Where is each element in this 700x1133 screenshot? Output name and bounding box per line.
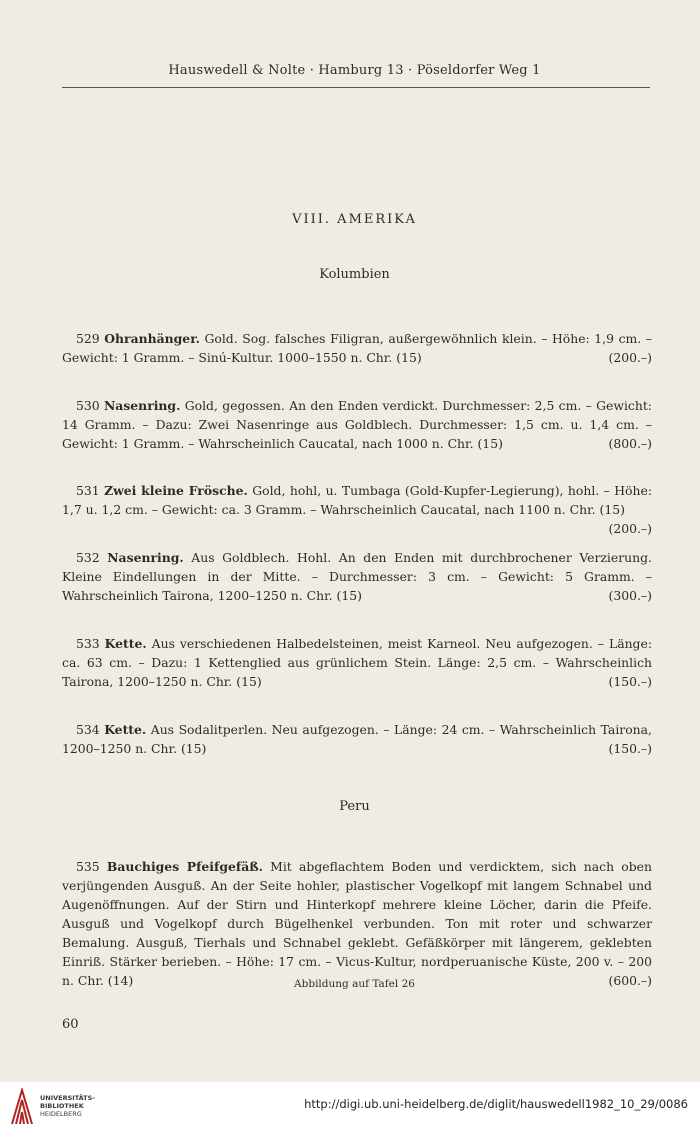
lot-estimate: (150.–) [608, 741, 652, 756]
lot-title: Ohranhänger. [104, 331, 200, 346]
lot-description: Aus Goldblech. Hohl. An den Enden mit durchbrochener Verzierung. Kleine Eindellungen in der Mitte. – Durchmesser: 3 cm. – Gewicht: 5 Gramm. – Wahrscheinlich Tairona, 1200–1250 n. Chr. (15) [62, 550, 652, 603]
header-rule [62, 87, 650, 88]
lot-title: Kette. [104, 722, 147, 737]
lot-description: Gold. Sog. falsches Filigran, außergewöhnlich klein. – Höhe: 1,9 cm. – Gewicht: 1 Gramm. – Sinú-Kultur. 1000–1550 n. Chr. (15) [62, 331, 652, 365]
catalog-entry-532 [62, 548, 652, 605]
lot-number: 532 [76, 550, 100, 565]
lot-number: 535 [76, 859, 100, 874]
lot-description: Aus verschiedenen Halbedelsteinen, meist Karneol. Neu aufgezogen. – Länge: ca. 63 cm. – Dazu: 1 Kettenglied aus grünlichem Stein. Länge: 2,5 cm. – Wahrscheinlich Tairona, 1200–1250 n. Chr. (15) [62, 636, 652, 689]
source-url-link[interactable]: http://digi.ub.uni-heidelberg.de/diglit/hauswedell1982_10_29/0086 [304, 1097, 688, 1111]
lot-estimate: (600.–) [608, 973, 652, 988]
lot-number: 530 [76, 398, 100, 413]
lot-estimate: (300.–) [608, 588, 652, 603]
lot-title: Zwei kleine Frösche. [104, 483, 248, 498]
lot-estimate: (150.–) [608, 674, 652, 689]
catalog-entry-533 [62, 634, 652, 691]
lot-estimate: (200.–) [608, 521, 652, 536]
region-heading-peru: Peru [339, 799, 370, 814]
lot-estimate: (800.–) [608, 436, 652, 451]
lot-title: Bauchiges Pfeifgefäß. [106, 859, 263, 874]
lot-description: Aus Sodalitperlen. Neu aufgezogen. – Länge: 24 cm. – Wahrscheinlich Tairona, 1200–1250 n. Chr. (15) [62, 722, 652, 756]
lot-description: Mit abgeflachtem Boden und verdicktem, sich nach oben verjüngenden Ausguß. An der Seite hohler, plastischer Vogelkopf mit langem Schnabel und Augenöffnungen. Auf der Stirn und Hinterkopf mehrere kleine Löcher, darin die Pfeife. Ausguß und Vogelkopf durch Bügelhenkel verbunden. Ton mit roter und schwarzer Bemalung. Ausguß, Tierhals und Schnabel geklebt. Gefäßkörper mit längerem, geklebten Einriß. Stärker berieben. – Höhe: 17 cm. – Vicus-Kultur, nordperuanische Küste, 200 v. – 200 n. Chr. (14) [62, 859, 652, 988]
lot-description: Gold, gegossen. An den Enden verdickt. Durchmesser: 2,5 cm. – Gewicht: 14 Gramm. – Dazu: Zwei Nasenringe aus Goldblech. Durchmesser: 1,5 cm. u. 1,4 cm. – Gewicht: 1 Gramm. – Wahrscheinlich Caucatal, nach 1000 n. Chr. (15) [62, 398, 652, 451]
library-name: UNIVERSITÄTS- BIBLIOTHEK HEIDELBERG [40, 1094, 95, 1118]
lot-title: Kette. [104, 636, 147, 651]
catalog-entry-531 [62, 481, 652, 538]
catalog-entry-535 [62, 857, 652, 990]
lot-estimate: (200.–) [608, 350, 652, 365]
lot-title: Nasenring. [103, 398, 181, 413]
lot-title: Nasenring. [107, 550, 184, 565]
digitization-footer [0, 1082, 700, 1133]
catalog-entry-529 [62, 329, 652, 367]
lot-number: 531 [76, 483, 100, 498]
catalog-entry-534 [62, 720, 652, 758]
illustration-reference: Abbildung auf Tafel 26 [294, 978, 415, 990]
lot-description: Gold, hohl, u. Tumbaga (Gold-Kupfer-Legierung), hohl. – Höhe: 1,7 u. 1,2 cm. – Gewicht: ca. 3 Gramm. – Wahrscheinlich Caucatal, nach 1100 n. Chr. (15) [62, 483, 652, 517]
lot-number: 533 [76, 636, 100, 651]
section-title: VIII. AMERIKA [292, 212, 417, 227]
page-number: 60 [62, 1017, 79, 1032]
catalog-entry-530 [62, 396, 652, 453]
university-library-logo-icon [10, 1088, 34, 1126]
lot-number: 529 [76, 331, 100, 346]
running-header: Hauswedell & Nolte · Hamburg 13 · Pöseldorfer Weg 1 [168, 63, 541, 78]
region-heading-kolumbien: Kolumbien [319, 267, 390, 282]
lot-number: 534 [76, 722, 100, 737]
